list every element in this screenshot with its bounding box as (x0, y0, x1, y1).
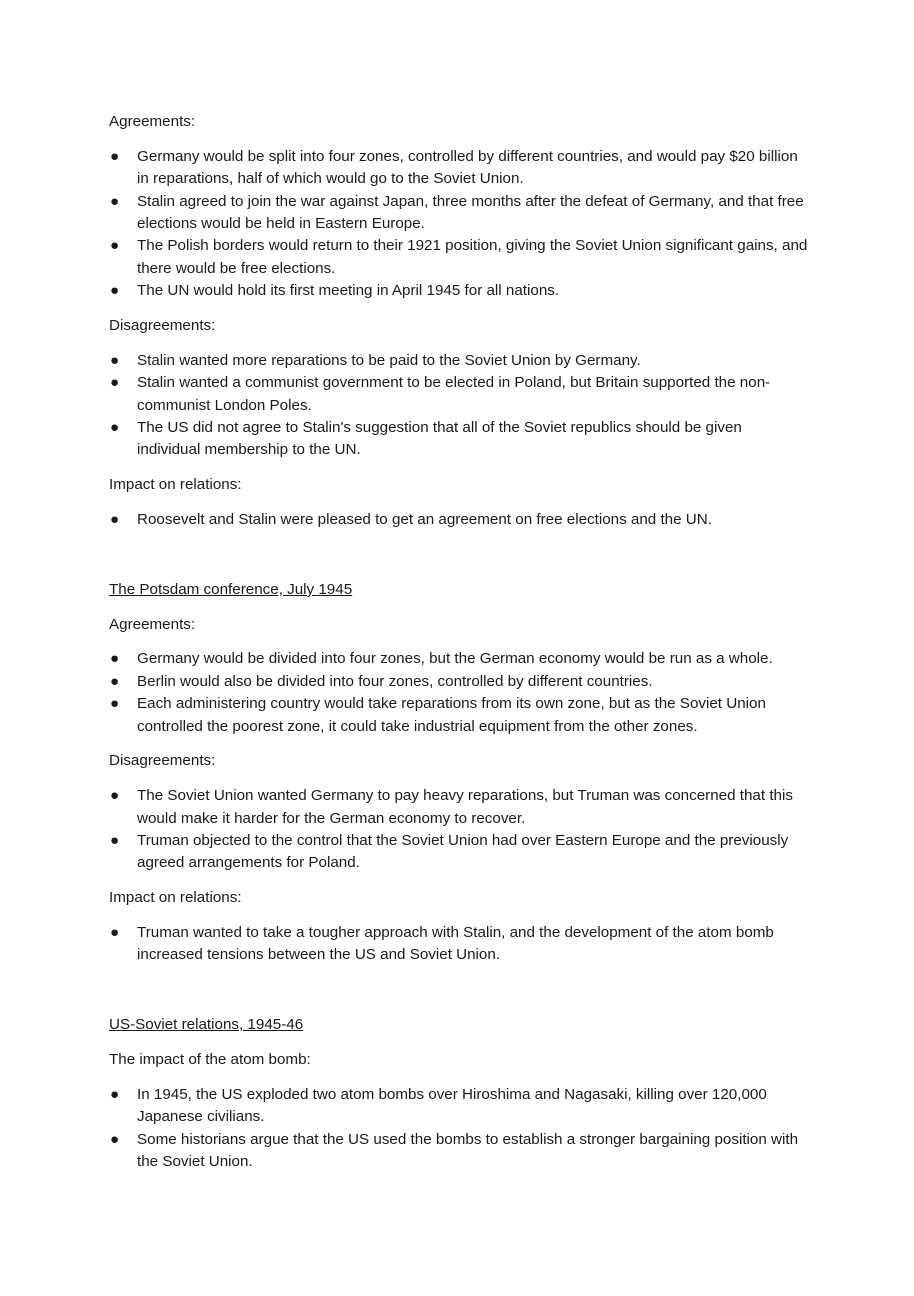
bullet-icon: ● (110, 787, 120, 805)
yalta-disagreements-label: Disagreements: (109, 317, 216, 335)
potsdam-impact-label: Impact on relations: (109, 889, 242, 907)
bullet-icon: ● (110, 650, 120, 668)
bullet-icon: ● (110, 282, 120, 300)
section-spacer (109, 544, 809, 579)
list-item (109, 693, 809, 738)
atom-bomb-list (109, 1084, 809, 1174)
bullet-icon: ● (110, 1085, 120, 1103)
list-item-text: Stalin agreed to join the war against Japan, three months after the defeat of Germany, and that free elections would be held in Eastern Europe. (137, 192, 804, 233)
bullet-icon: ● (110, 695, 120, 713)
list-item (109, 1084, 809, 1129)
list-item (109, 372, 809, 417)
bullet-icon: ● (110, 672, 120, 690)
list-item (109, 191, 809, 236)
list-item-text: Some historians argue that the US used the bombs to establish a stronger bargaining position with the Soviet Union. (137, 1130, 799, 1171)
bullet-icon: ● (110, 147, 120, 165)
list-item-text: Stalin wanted more reparations to be paid to the Soviet Union by Germany. (137, 351, 641, 369)
list-item (109, 671, 809, 693)
list-item-text: In 1945, the US exploded two atom bombs over Hiroshima and Nagasaki, killing over 120,000 Japanese civilians. (137, 1085, 767, 1126)
list-item-text: Stalin wanted a communist government to be elected in Poland, but Britain supported the non-communist London Poles. (137, 374, 771, 414)
list-item (109, 280, 809, 302)
list-item (109, 417, 809, 462)
yalta-disagreements-list (109, 350, 809, 462)
list-item (109, 922, 809, 967)
us-soviet-heading: US-Soviet relations, 1945-46 (109, 1016, 304, 1034)
list-item-text: Each administering country would take reparations from its own zone, but as the Soviet Union controlled the poorest zone, it could take industrial equipment from the other zones. (137, 695, 766, 735)
bullet-icon: ● (110, 924, 120, 942)
potsdam-disagreements-label: Disagreements: (109, 752, 216, 770)
list-item-text: Berlin would also be divided into four zones, controlled by different countries. (137, 672, 653, 690)
list-item (109, 146, 809, 191)
potsdam-agreements-label: Agreements: (109, 615, 196, 633)
bullet-icon: ● (110, 192, 120, 210)
list-item-text: The US did not agree to Stalin's suggestion that all of the Soviet republics should be given individual membership to the UN. (137, 419, 742, 459)
list-item-text: The Soviet Union wanted Germany to pay heavy reparations, but Truman was concerned that this would make it harder for the German economy to recover. (137, 787, 793, 827)
list-item-text: The Polish borders would return to their 1921 position, giving the Soviet Union significant gains, and there would be free elections. (137, 237, 808, 277)
bullet-icon: ● (110, 237, 120, 255)
bullet-icon: ● (110, 374, 120, 392)
section-spacer (109, 979, 809, 1014)
bullet-icon: ● (110, 832, 120, 850)
yalta-agreements-label: Agreements: (109, 113, 196, 130)
list-item-text: The UN would hold its first meeting in April 1945 for all nations. (137, 282, 560, 300)
list-item (109, 1129, 809, 1174)
yalta-impact-label: Impact on relations: (109, 476, 242, 494)
potsdam-impact-list (109, 922, 809, 967)
bullet-icon: ● (110, 419, 120, 437)
list-item (109, 509, 809, 531)
list-item-text: Germany would be divided into four zones, but the German economy would be run as a whole. (137, 650, 773, 668)
list-item (109, 830, 809, 875)
list-item (109, 648, 809, 670)
list-item-text: Truman objected to the control that the Soviet Union had over Eastern Europe and the previously agreed arrangements for Poland. (137, 832, 789, 872)
list-item (109, 350, 809, 372)
bullet-icon: ● (110, 1130, 120, 1148)
list-item-text: Roosevelt and Stalin were pleased to get an agreement on free elections and the UN. (137, 511, 712, 529)
potsdam-agreements-list (109, 648, 809, 738)
potsdam-heading: The Potsdam conference, July 1945 (109, 580, 353, 598)
bullet-icon: ● (110, 511, 120, 529)
list-item-text: Germany would be split into four zones, controlled by different countries, and would pay $20 billion in reparations, half of which would go to the Soviet Union. (137, 147, 798, 188)
yalta-impact-list (109, 509, 809, 531)
list-item-text: Truman wanted to take a tougher approach with Stalin, and the development of the atom bomb increased tensions between the US and Soviet Union. (137, 924, 774, 964)
yalta-agreements-list (109, 146, 809, 303)
bullet-icon: ● (110, 351, 120, 369)
list-item (109, 235, 809, 280)
atom-bomb-label: The impact of the atom bomb: (109, 1051, 311, 1069)
list-item (109, 785, 809, 830)
potsdam-disagreements-list (109, 785, 809, 875)
document-page (109, 111, 809, 1186)
